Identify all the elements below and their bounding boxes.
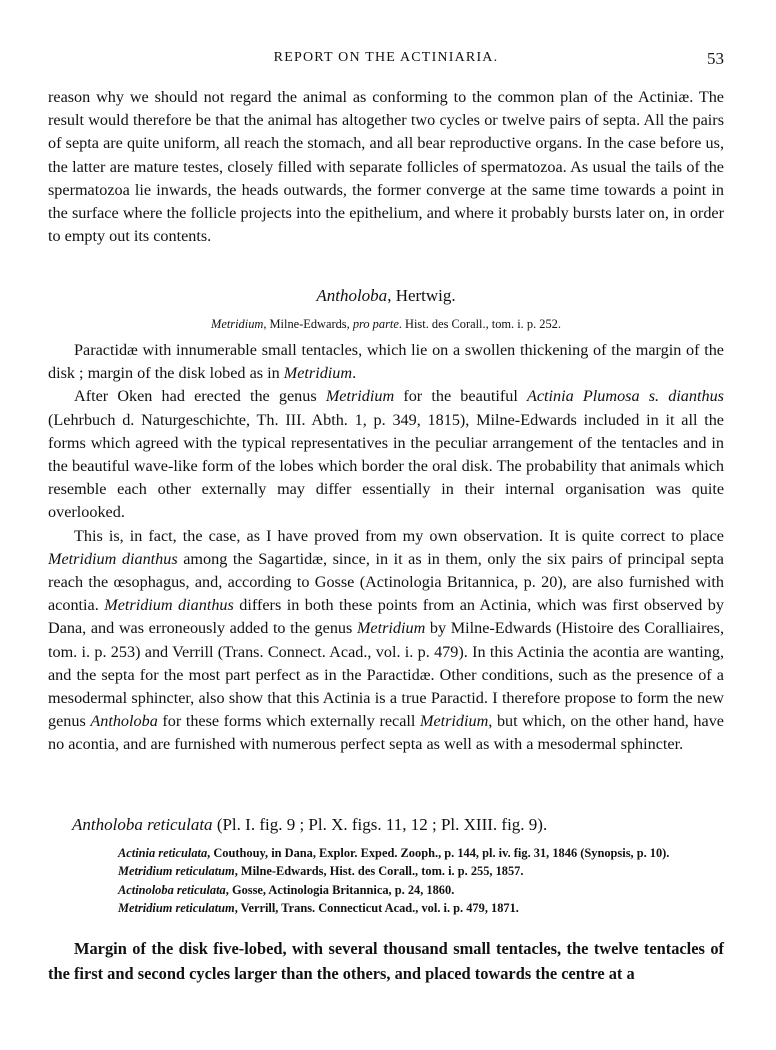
species-synonym-list xyxy=(118,844,724,918)
synonym-citation: , Couthouy, in Dana, Explor. Exped. Zooph., p. 144, pl. iv. fig. 31, 1846 (Synopsis, p. 10). xyxy=(207,846,670,860)
genus-heading xyxy=(48,286,724,306)
text-run: among the Sagartidæ, since, in it as in them, only the six pairs of principal septa reach the œsophagus, and, according to Gosse (Actinologia Britannica, p. 20), are also furnished with acontia. xyxy=(48,549,724,615)
synonym-name: Metridium reticulatum xyxy=(118,901,235,916)
page-number: 53 xyxy=(707,49,724,68)
species-description: Margin of the disk five-lobed, with several thousand small tentacles, the twelve tentacles of the first and second cycles larger than the others, and placed towards the centre at a xyxy=(48,939,724,983)
text-run: for these forms which externally recall xyxy=(157,712,420,731)
synonym-citation: , Verrill, Trans. Connecticut Acad., vol. i. p. 479, 1871. xyxy=(234,901,519,916)
text-run: This is, in fact, the case, as I have proved from my own observation. It is quite correct to place xyxy=(74,526,724,545)
continuation-paragraph-block xyxy=(48,86,724,248)
diagnosis-text-end: . xyxy=(352,364,357,383)
taxon-name: Metridium xyxy=(325,387,395,406)
text-run: but which, on the other hand, have no acontia, and are furnished with numerous perfect septa as well as with a mesodermal sphincter. xyxy=(48,712,724,754)
synonym-genus: Metridium xyxy=(211,317,264,331)
genus-text-block xyxy=(48,339,724,757)
taxon-name: Metridium xyxy=(356,619,426,638)
taxon-name: Actinia Plumosa s. dianthus xyxy=(526,387,724,406)
synonym-entry xyxy=(118,899,724,917)
continuation-paragraph: reason why we should not regard the animal as conforming to the common plan of the Actiniæ. The result would therefore be that the animal has altogether two cycles or twelve pairs of septa. All the pairs of septa are quite uniform, all reach the stomach, and all bear reproductive organs. In the case before us, the latter are mature testes, closely filled with separate follicles of spermatozoa. As usual the tails of the spermatozoa lie inwards, the heads outwards, the former converge at the same time towards a point in the surface where the follicle projects into the epithelium, and where it probably bursts later on, in order to empty out its contents. xyxy=(48,88,724,246)
taxon-name: Metridium dianthus xyxy=(48,549,178,568)
genus-name: Antholoba xyxy=(316,286,388,305)
synonym-reference: . Hist. des Corall., tom. i. p. 252. xyxy=(398,317,561,331)
argument-paragraph xyxy=(48,525,724,757)
genus-authority: , Hertwig. xyxy=(387,286,456,305)
taxon-name: Antholoba xyxy=(90,712,158,731)
synonym-name: Actinia reticulata xyxy=(118,846,208,860)
synonym-entry xyxy=(118,881,724,899)
synonym-author: , Milne-Edwards, xyxy=(263,317,353,331)
text-run: After Oken had erected the genus xyxy=(74,387,326,406)
synonym-qualifier: pro parte xyxy=(352,317,399,331)
synonym-citation: , Gosse, Actinologia Britannica, p. 24, 1860. xyxy=(225,882,455,897)
genus-diagnosis xyxy=(48,339,724,385)
synonym-name: Metridium reticulatum xyxy=(118,864,235,879)
text-run: differs in both these points from an Actinia, which was first observed by Dana, and was erroneously added to the genus xyxy=(48,596,724,638)
synonym-citation: , Milne-Edwards, Hist. des Corall., tom. i. p. 255, 1857. xyxy=(234,864,524,879)
text-run: (Lehrbuch d. Naturgeschichte, Th. III. Abth. 1, p. 349, 1815), Milne-Edwards included in it all the forms which agreed with the typical representatives in the peculiar arrangement of the tentacles and in the beautiful wave-like form of the lobes which border the oral disk. The probability that animals which resemble each other externally may differ essentially in their internal organisation was quite overlooked. xyxy=(48,410,724,522)
genus-synonymy xyxy=(48,317,724,332)
history-paragraph xyxy=(48,385,724,524)
species-plates: (Pl. I. fig. 9 ; Pl. X. figs. 11, 12 ; Pl. XIII. fig. 9). xyxy=(212,815,548,834)
text-run: for the beautiful xyxy=(394,387,527,406)
species-heading xyxy=(72,815,712,835)
diagnosis-text: Paractidæ with innumerable small tentacles, which lie on a swollen thickening of the margin of the disk ; margin of the disk lobed as in xyxy=(48,341,724,383)
taxon-name: Metridium dianthus xyxy=(104,596,234,615)
species-description-block xyxy=(48,936,724,986)
species-name: Antholoba reticulata xyxy=(72,815,213,834)
diagnosis-genus-ref: Metridium xyxy=(283,364,353,383)
text-run: by Milne-Edwards (Histoire des Coralliaires, tom. i. p. 253) and Verrill (Trans. Connect. Acad., vol. i. p. 479). In this Actinia the acontia are wanting, and the septa for the most part perfect as in the Paractidæ. Other conditions, such as the presence of a mesodermal sphincter, also show that this Actinia is a true Paractid. I therefore propose to form the new genus xyxy=(48,619,724,731)
synonym-entry xyxy=(118,862,724,880)
synonym-entry xyxy=(118,844,724,862)
taxon-name: Metridium, xyxy=(419,712,493,731)
synonym-name: Actinoloba reticulata xyxy=(118,882,226,897)
running-header xyxy=(48,50,724,70)
header-title: REPORT ON THE ACTINIARIA. xyxy=(273,50,499,65)
